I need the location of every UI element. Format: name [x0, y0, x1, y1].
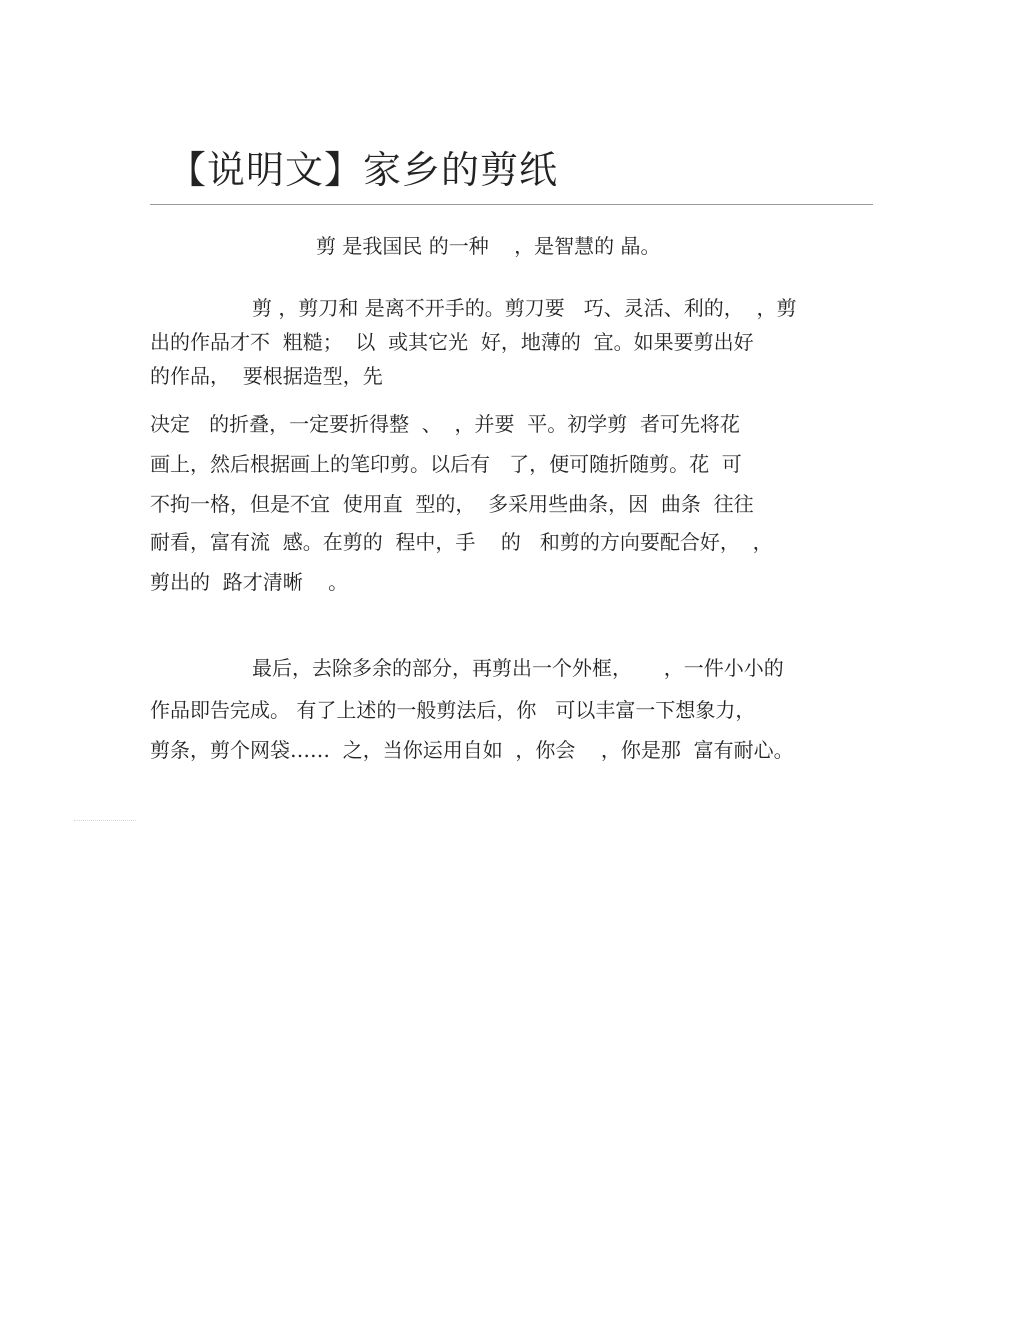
page-title: 【说明文】家乡的剪纸 — [168, 148, 559, 192]
paragraph-1-line-2: 出的作品才不 粗糙； 以 或其它光 好，地薄的 宜。如果要剪出好 — [150, 330, 754, 354]
paragraph-3-line-3: 剪条，剪个网袋…… 之，当你运用自如 ，你会 ，你是那 富有耐心。 — [150, 738, 794, 762]
paragraph-2-line-5: 剪出的 路才清晰 。 — [150, 570, 349, 594]
intro-line: 剪 是我国民 的一种 ，是智慧的 晶。 — [316, 234, 661, 258]
faint-scan-mark — [74, 820, 136, 821]
paragraph-2-line-1: 决定 的折叠，一定要折得整 、 ，并要 平。初学剪 者可先将花 — [150, 412, 740, 436]
paragraph-3-line-1: 最后，去除多余的部分，再剪出一个外框， ，一件小小的 — [252, 656, 784, 680]
title-divider — [150, 204, 873, 205]
paragraph-2-line-3: 不拘一格，但是不宜 使用直 型的， 多采用些曲条，因 曲条 往往 — [150, 492, 754, 516]
paragraph-2-line-4: 耐看，富有流 感。在剪的 程中，手 的 和剪的方向要配合好， ， — [150, 530, 773, 554]
paragraph-1-line-1: 剪 ，剪刀和 是离不开手的。剪刀要 巧、灵活、利的， ，剪 — [252, 296, 797, 320]
paragraph-3-line-2: 作品即告完成。 有了上述的一般剪法后，你 可以丰富一下想象力， — [150, 698, 756, 722]
paragraph-2-line-2: 画上，然后根据画上的笔印剪。以后有 了，便可随折随剪。花 可 — [150, 452, 742, 476]
paragraph-1-line-3: 的作品， 要根据造型，先 — [150, 364, 383, 388]
